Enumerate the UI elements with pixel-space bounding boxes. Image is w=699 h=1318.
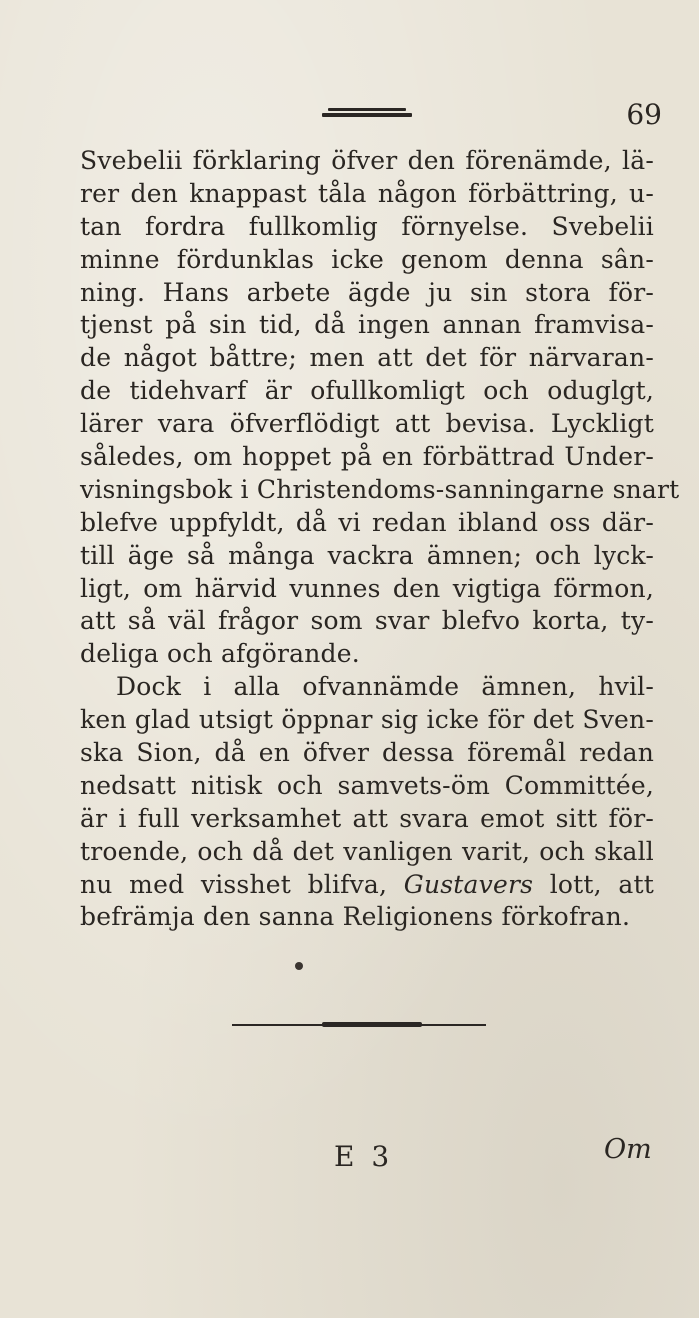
text-line: att så väl frågor som svar blefvo korta, ty-	[80, 606, 654, 636]
text-line: troende, och då det vanligen varit, och skall	[80, 836, 654, 866]
text-line: nedsatt nitisk och samvets-öm Committée,	[80, 770, 654, 800]
text-line: lärer vara öfverflödigt att bevisa. Lyckligt	[80, 409, 654, 439]
header-rule-lower	[322, 113, 412, 117]
text-line: således, om hoppet på en förbättrad Under-	[80, 442, 654, 472]
text-segment: nu med visshet blifva,	[80, 869, 388, 899]
text-line: tjenst på sin tid, då ingen annan framvisa-	[80, 310, 654, 340]
text-line: visningsbok i Christendoms-sanningarne snart	[80, 474, 680, 504]
text-line: till äge så många vackra ämnen; och lyck-	[80, 540, 654, 570]
text-line: rer den knappast tåla någon förbättring, u-	[80, 178, 654, 208]
text-line: deliga och afgörande.	[80, 639, 360, 669]
text-line: ken glad utsigt öppnar sig icke för det Sven-	[80, 705, 654, 735]
text-line: de tidehvarf är ofullkomligt och oduglgt,	[80, 376, 654, 406]
italic-name: Gustavers	[403, 869, 534, 899]
signature-mark: E 3	[334, 1140, 394, 1173]
paragraph-first-line: Dock i alla ofvannämde ämnen, hvil-	[116, 672, 654, 702]
footer-ornament-rule	[232, 1022, 486, 1027]
text-line: befrämja den sanna Religionens förkofran.	[80, 902, 631, 932]
text-line: blefve uppfyldt, då vi redan ibland oss där-	[80, 507, 654, 537]
text-line: Svebelii förklaring öfver den förenämde, lä-	[80, 146, 654, 175]
header-ornament-rule	[322, 108, 412, 118]
text-line: de något båttre; men att det för närvaran-	[80, 343, 654, 373]
text-line: minne fördunklas icke genom denna sân-	[80, 244, 654, 274]
printer-dot-ornament	[295, 962, 303, 970]
text-line: tan fordra fullkomlig förnyelse. Svebelii	[80, 211, 654, 241]
header-rule-upper	[328, 108, 406, 111]
page-number: 69	[626, 98, 662, 131]
text-line-with-italic	[80, 869, 654, 902]
text-line: är i full verksamhet att svara emot sitt för-	[80, 803, 654, 833]
footer-rule-thick	[322, 1022, 422, 1027]
text-segment: lott, att	[549, 869, 654, 899]
catchword: Om	[604, 1134, 652, 1165]
text-line: ska Sion, då en öfver dessa föremål redan	[80, 738, 654, 768]
text-line: ligt, om härvid vunnes den vigtiga förmon,	[80, 573, 654, 603]
body-text	[80, 145, 680, 934]
text-line: ning. Hans arbete ägde ju sin stora för-	[80, 277, 654, 307]
